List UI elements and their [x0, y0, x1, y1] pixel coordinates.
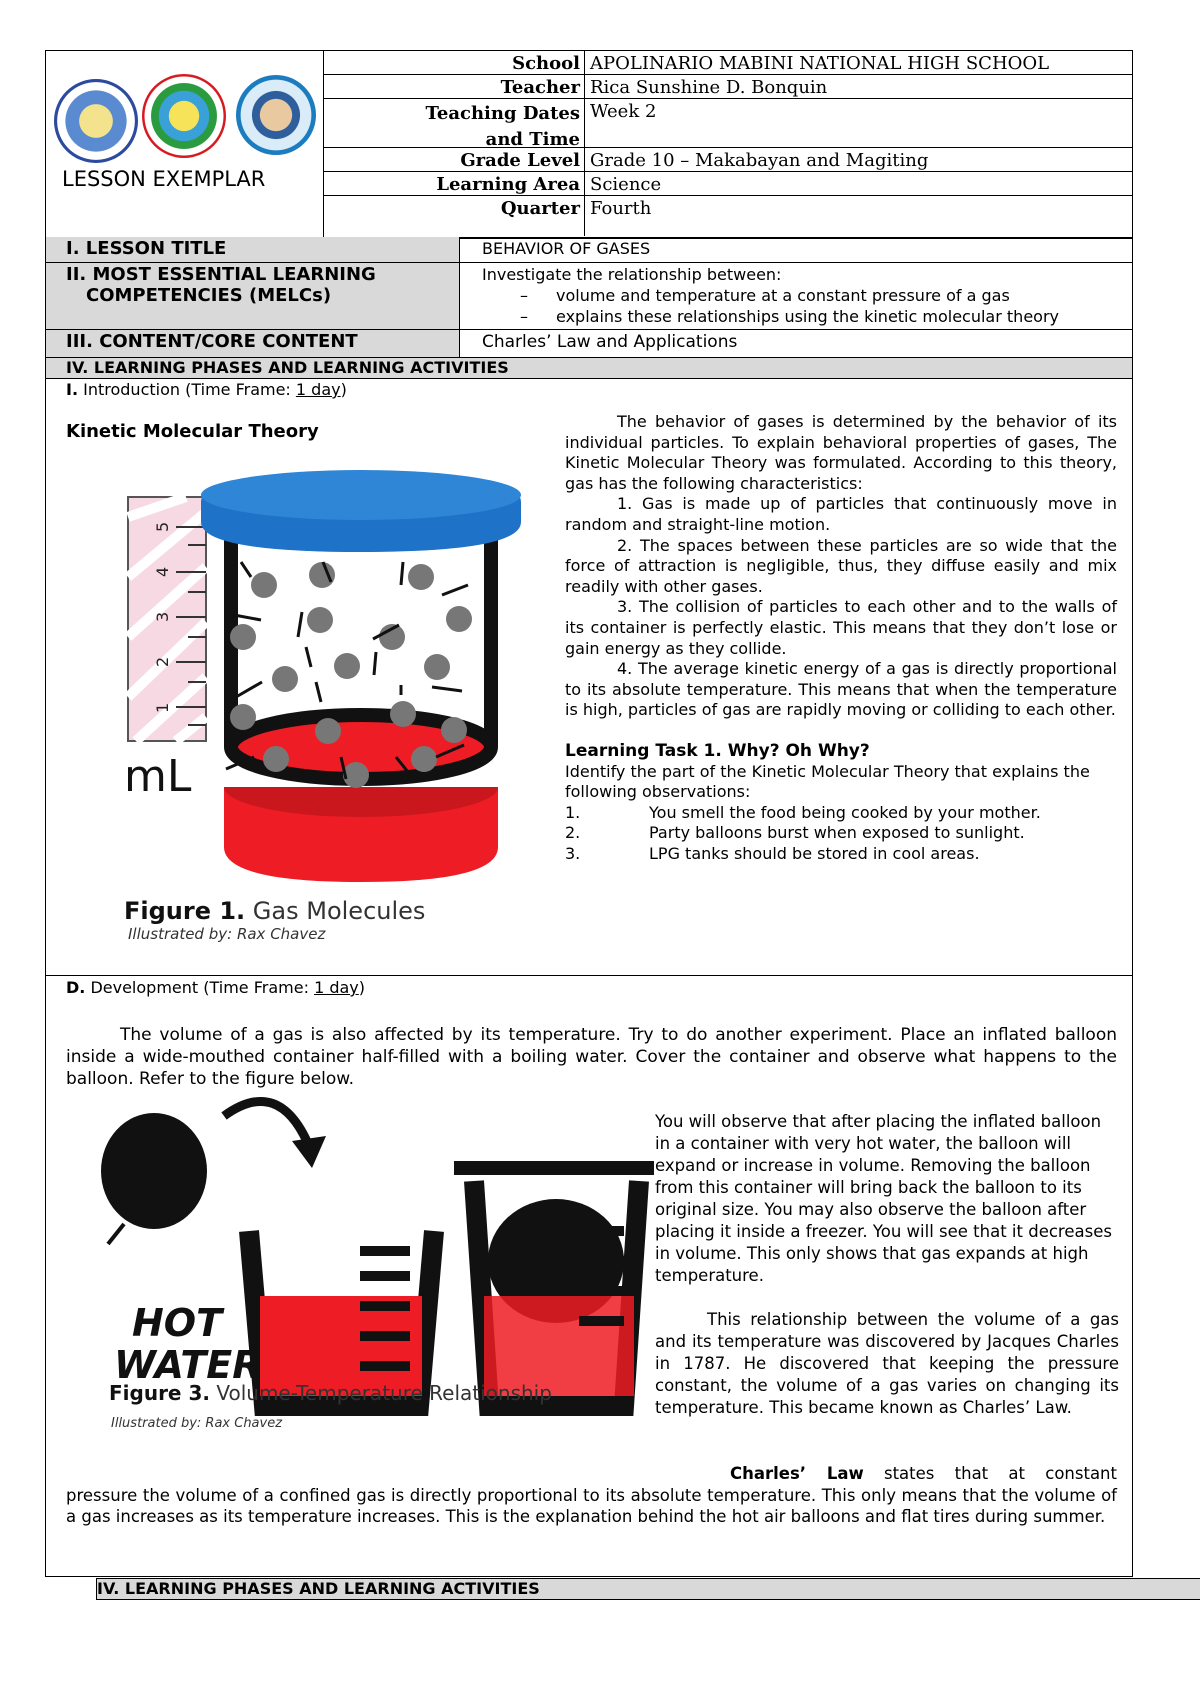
ruler-tick-label: 4: [153, 566, 172, 577]
dev-time-label: D. Development (Time Frame: 1 day): [66, 978, 366, 997]
lesson-title-value: BEHAVIOR OF GASES: [482, 239, 651, 258]
unit-label: mL: [124, 751, 192, 802]
phases-row: [45, 358, 1133, 379]
kmt-intro-paragraph: The behavior of gases is determined by the behavior of its individual particles. To explain behavioral properties of gases, The Kinetic Molecular Theory was formulated. According to this theory, gas has the following characteristics:: [565, 412, 1117, 493]
logo-panel: [46, 51, 324, 237]
ruler-tick-label: 3: [153, 611, 172, 622]
content-label: III. CONTENT/CORE CONTENT: [46, 330, 460, 357]
info-value: APOLINARIO MABINI NATIONAL HIGH SCHOOL: [590, 53, 1050, 74]
school-seal-logo: [236, 75, 316, 155]
info-row-teacher: [324, 75, 1132, 99]
melc-label-line2: COMPETENCIES (MELCs): [86, 285, 332, 306]
ruler: [128, 497, 206, 741]
kmt-item: 3. The collision of particles to each other and to the walls of its container is perfectly elastic. This means that they don’t lose or gain energy as they collide.: [565, 597, 1117, 658]
volume-temperature-figure: [64, 1086, 684, 1416]
beaker-hot-water: [249, 1231, 434, 1406]
ruler-tick-label: 1: [153, 702, 172, 713]
melc-label: [46, 263, 460, 329]
gas-molecules-figure: [76, 457, 526, 957]
lesson-title-row: [45, 237, 1133, 263]
info-label: Learning Area: [436, 174, 580, 195]
info-value: Grade 10 – Makabayan and Magiting: [590, 150, 929, 171]
melc-item: – volume and temperature at a constant pressure of a gas: [520, 286, 1010, 305]
figure-1-caption: Figure 1. Gas Molecules: [124, 897, 426, 925]
info-row-quarter: [324, 196, 1132, 236]
info-row-grade: [324, 148, 1132, 172]
intro-time-label: I. Introduction (Time Frame: 1 day): [66, 380, 347, 399]
task-description: Identify the part of the Kinetic Molecular Theory that explains the following observations:: [565, 761, 1090, 802]
arrow-icon: [224, 1101, 309, 1146]
hot-water-label: HOT: [132, 1301, 223, 1345]
info-label: Quarter: [500, 198, 580, 219]
next-page-phases-label: IV. LEARNING PHASES AND LEARNING ACTIVITIES: [97, 1579, 540, 1598]
content-value: Charles’ Law and Applications: [482, 332, 738, 352]
task-item: 3. LPG tanks should be stored in cool areas.: [565, 843, 980, 863]
dev-paragraph-2: You will observe that after placing the inflated balloon in a container with very hot water, the balloon will expand or increase in volume. Removing the balloon from this container will bring back the balloon to its original size. You may also observe the balloon after placing it inside a freezer. You will see that it decreases in volume. This only shows that gas expands at high temperature.: [655, 1112, 1112, 1285]
header-table: [45, 50, 1133, 239]
phases-label: IV. LEARNING PHASES AND LEARNING ACTIVITIES: [66, 358, 509, 377]
kmt-item: 4. The average kinetic energy of a gas is directly proportional to its absolute temperature. This means that when the temperature is high, particles of gas are rapidly moving or colliding to each other.: [565, 659, 1117, 720]
melc-label-line1: II. MOST ESSENTIAL LEARNING: [66, 264, 376, 285]
dev-paragraph-3: This relationship between the volume of a gas and its temperature was discovered by Jacques Charles in 1787. He discovered that keeping the pressure constant, the volume of a gas varies on changing its temperature. This became known as Charles’ Law.: [655, 1310, 1119, 1417]
kmt-text-block: [565, 412, 1117, 864]
info-value: Rica Sunshine D. Bonquin: [590, 77, 828, 98]
dev-paragraph-4: Charles’ Law states that at constant pressure the volume of a confined gas is directly proportional to its absolute temperature. This only means that the volume of a gas increases as its temperature increases. This is the explanation behind the hot air balloons and flat tires during summer.: [66, 1464, 1117, 1526]
info-row-school: [324, 51, 1132, 75]
task-item: 2. Party balloons burst when exposed to sunlight.: [565, 823, 1025, 843]
division-seal-logo: [142, 74, 226, 158]
info-label: Grade Level: [460, 150, 580, 171]
deped-seal-logo: [54, 79, 138, 163]
kmt-item: 1. Gas is made up of particles that continuously move in random and straight-line motion.: [565, 494, 1117, 534]
ruler-tick-label: 2: [153, 656, 172, 667]
figure-3-caption: Figure 3. Volume-Temperature Relationship: [109, 1381, 552, 1405]
info-row-area: [324, 172, 1132, 196]
kmt-item: 2. The spaces between these particles are so wide that the force of attraction is negligible, thus, they diffuse easily and mix readily with other gases.: [565, 535, 1117, 596]
melc-content: [482, 264, 1059, 327]
development-section: [45, 975, 1133, 1577]
melc-item: – explains these relationships using the kinetic molecular theory: [520, 307, 1059, 326]
dev-side-text: [655, 1111, 1119, 1419]
info-row-dates: [324, 99, 1132, 148]
task-item: 1. You smell the food being cooked by your mother.: [565, 802, 1041, 822]
melc-row: [45, 263, 1133, 330]
hot-water-label: WATER: [114, 1343, 262, 1387]
next-page-phases-row: [96, 1578, 1200, 1600]
intro-heading: Kinetic Molecular Theory: [66, 421, 319, 442]
document-title: LESSON EXEMPLAR: [62, 167, 266, 191]
info-label: Teacher: [500, 77, 580, 98]
content-row: [45, 330, 1133, 358]
info-value: Science: [590, 174, 662, 195]
info-label: Teaching Dates and Time: [425, 103, 580, 150]
info-value: Fourth: [590, 198, 652, 219]
info-value: Week 2: [590, 101, 657, 122]
dev-paragraph-1: The volume of a gas is also affected by its temperature. Try to do another experiment. Place an inflated balloon inside a wide-mouthed container half-filled with a boiling water. Cover the container and observe what happens to the balloon. Refer to the figure below.: [66, 1025, 1117, 1089]
introduction-section: [45, 379, 1133, 976]
ruler-tick-label: 5: [153, 521, 172, 532]
task-title: Learning Task 1. Why? Oh Why?: [565, 740, 870, 761]
container: [201, 470, 521, 882]
beaker-covered: [454, 1161, 654, 1406]
balloon-icon: [101, 1113, 207, 1244]
lesson-title-label: I. LESSON TITLE: [46, 237, 460, 262]
charles-law-term: Charles’ Law: [730, 1464, 864, 1483]
melc-intro: Investigate the relationship between:: [482, 265, 782, 284]
figure-3-credit: Illustrated by: Rax Chavez: [111, 1416, 283, 1431]
figure-1-credit: Illustrated by: Rax Chavez: [128, 925, 326, 943]
info-label: School: [512, 53, 580, 74]
